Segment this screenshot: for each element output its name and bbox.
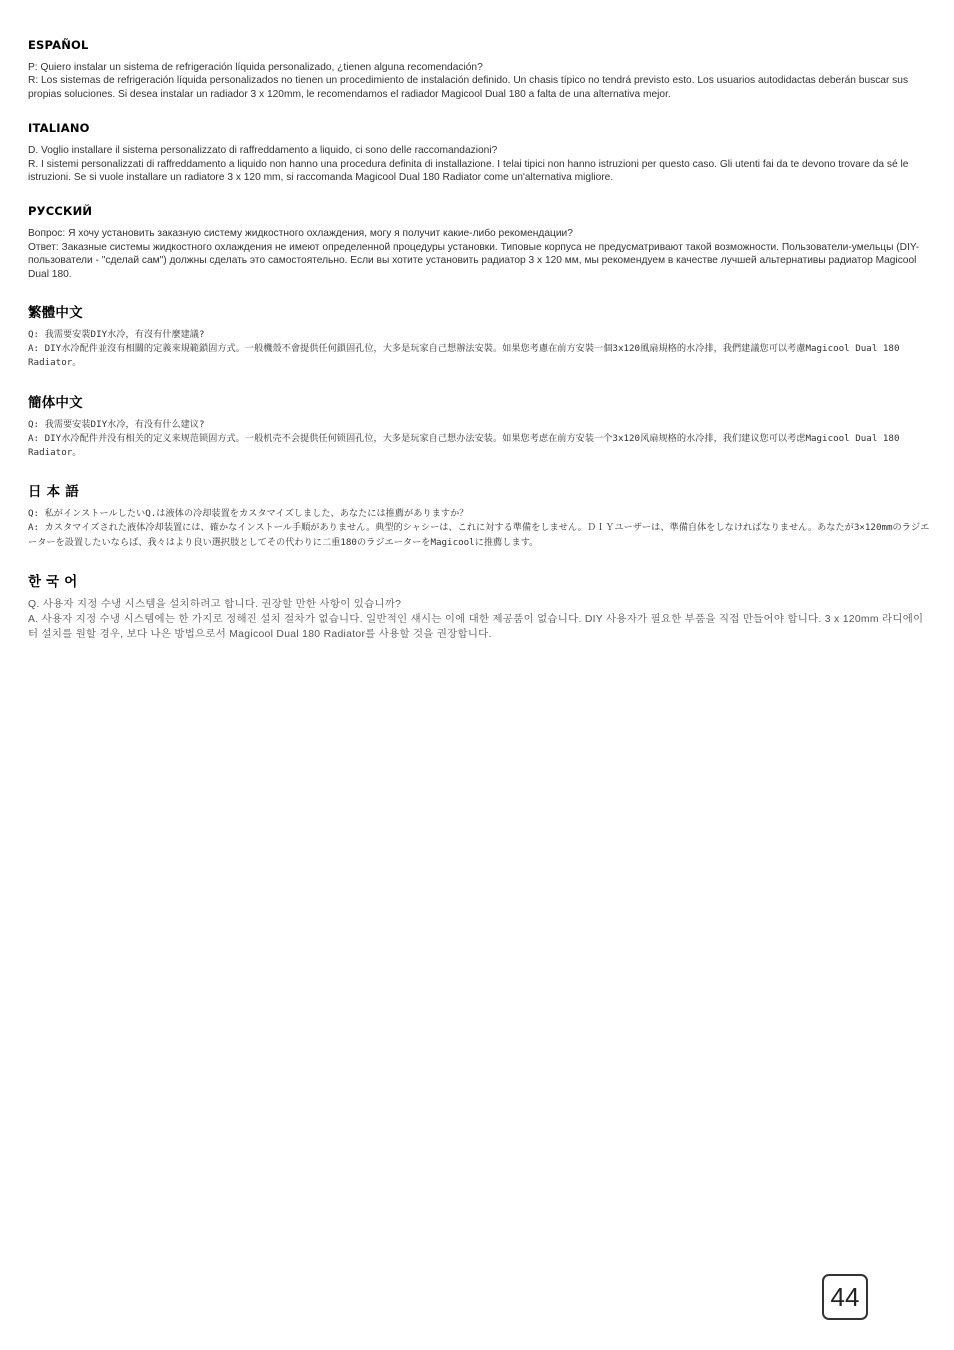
question-text: Q: 我需要安裝DIY水冷，有沒有什麼建議? bbox=[28, 329, 205, 341]
question-text: Q: 我需要安装DIY水冷，有没有什么建议? bbox=[28, 418, 205, 430]
section-espanol bbox=[28, 38, 930, 101]
answer-text: A. 사용자 지정 수냉 시스템에는 한 가지로 정해진 설치 절차가 없습니다. 일반적인 섀시는 이에 대한 제공품이 없습니다. DIY 사용자가 필요한 부품을 직접 만들어야 합니다. 3 x 120mm 라디에이터 설치를 원할 경우, 보다 나은 방법으로서 Magicool Dual 180 Radiator를 사용할 것을 권장합니다. bbox=[28, 613, 924, 640]
answer-text: A: DIY水冷配件并没有相关的定义来规范锁固方式。一般机壳不会提供任何锁固孔位，大多是玩家自己想办法安装。如果您考虑在前方安装一个3x120风扇规格的水冷排，我们建议您可以考虑Magicool Dual 180 Radiator。 bbox=[28, 432, 900, 459]
section-simplified-chinese bbox=[28, 391, 930, 461]
page-content bbox=[28, 38, 930, 662]
question-text: Q. 사용자 지정 수냉 시스템을 설치하려고 합니다. 권장할 만한 사항이 있습니까? bbox=[28, 598, 402, 610]
answer-text: R. I sistemi personalizzati di raffreddamento a liquido non hanno una procedura definita di installazione. I telai tipici non hanno istruzioni per questo caso. Gli utenti fai da te devono trovare da sé le istruzioni. Se si vuole installare un radiatore 3 x 120 mm, si raccomanda Magicool Dual 180 Radiator come un'alternativa migliore. bbox=[28, 158, 909, 184]
answer-text: Ответ: Заказные системы жидкостного охлаждения не имеют определенной процедуры установки. Типовые корпуса не предусматривают такой возможности. Пользователи-умельцы (DIY-пользователи - "сделай сам") должны сделать это самостоятельно. Если вы хотите установить радиатор 3 x 120 мм, мы рекомендуем в качестве лучшей альтернативы радиатор Magicool Dual 180. bbox=[28, 241, 920, 280]
answer-text: A: DIY水冷配件並沒有相關的定義來規範鎖固方式。一般機殼不會提供任何鎖固孔位，大多是玩家自己想辦法安裝。如果您考慮在前方安裝一個3x120風扇規格的水冷排，我們建議您可以考慮Magicool Dual 180 Radiator。 bbox=[28, 343, 900, 369]
section-heading: 簡体中文 bbox=[28, 394, 83, 411]
section-heading: ESPAÑOL bbox=[28, 38, 89, 52]
answer-text: A: カスタマイズされた液体冷却装置には、確かなインストール手順がありません。典型的シャシーは、これに対する準備をしません。ＤＩＹユーザーは、準備自体をしなければなりません。あなたが3×120mmのラジエーターを設置したいならば、我々はより良い選択肢としてその代わりに二重180のラジエーターをMagicoolに推薦します。 bbox=[28, 522, 930, 548]
question-text: Q: 私がインストールしたいQ.は液体の冷却装置をカスタマイズしました、あなたには推薦がありますか？ bbox=[28, 508, 469, 520]
section-russian bbox=[28, 204, 930, 281]
page-number: 44 bbox=[822, 1274, 868, 1320]
question-text: D. Voglio installare il sistema personalizzato di raffreddamento a liquido, ci sono delle raccomandazioni? bbox=[28, 145, 498, 157]
section-heading: РУССКИЙ bbox=[28, 204, 93, 219]
section-heading: 한 국 어 bbox=[28, 573, 78, 590]
answer-text: R: Los sistemas de refrigeración líquida personalizados no tienen un procedimiento de instalación definido. Un chasis típico no tendrá previsto esto. Los usuarios autodidactas deberán buscar sus propias soluciones. Si desea instalar un radiador 3 x 120mm, le recomendamos el radiador Magicool Dual 180 a falta de una alternativa mejor. bbox=[28, 75, 909, 100]
section-heading: 日 本 語 bbox=[28, 484, 79, 501]
section-heading: 繁體中文 bbox=[28, 305, 83, 322]
section-heading: ITALIANO bbox=[28, 121, 90, 136]
section-japanese bbox=[28, 480, 930, 550]
section-korean bbox=[28, 570, 930, 642]
section-italiano bbox=[28, 121, 930, 184]
question-text: Вопрос: Я хочу установить заказную систему жидкостного охлаждения, могу я получит какие-либо рекомендации? bbox=[28, 228, 573, 240]
question-text: P: Quiero instalar un sistema de refrigeración líquida personalizado, ¿tienen alguna recomendación? bbox=[28, 62, 483, 73]
section-traditional-chinese bbox=[28, 301, 930, 371]
